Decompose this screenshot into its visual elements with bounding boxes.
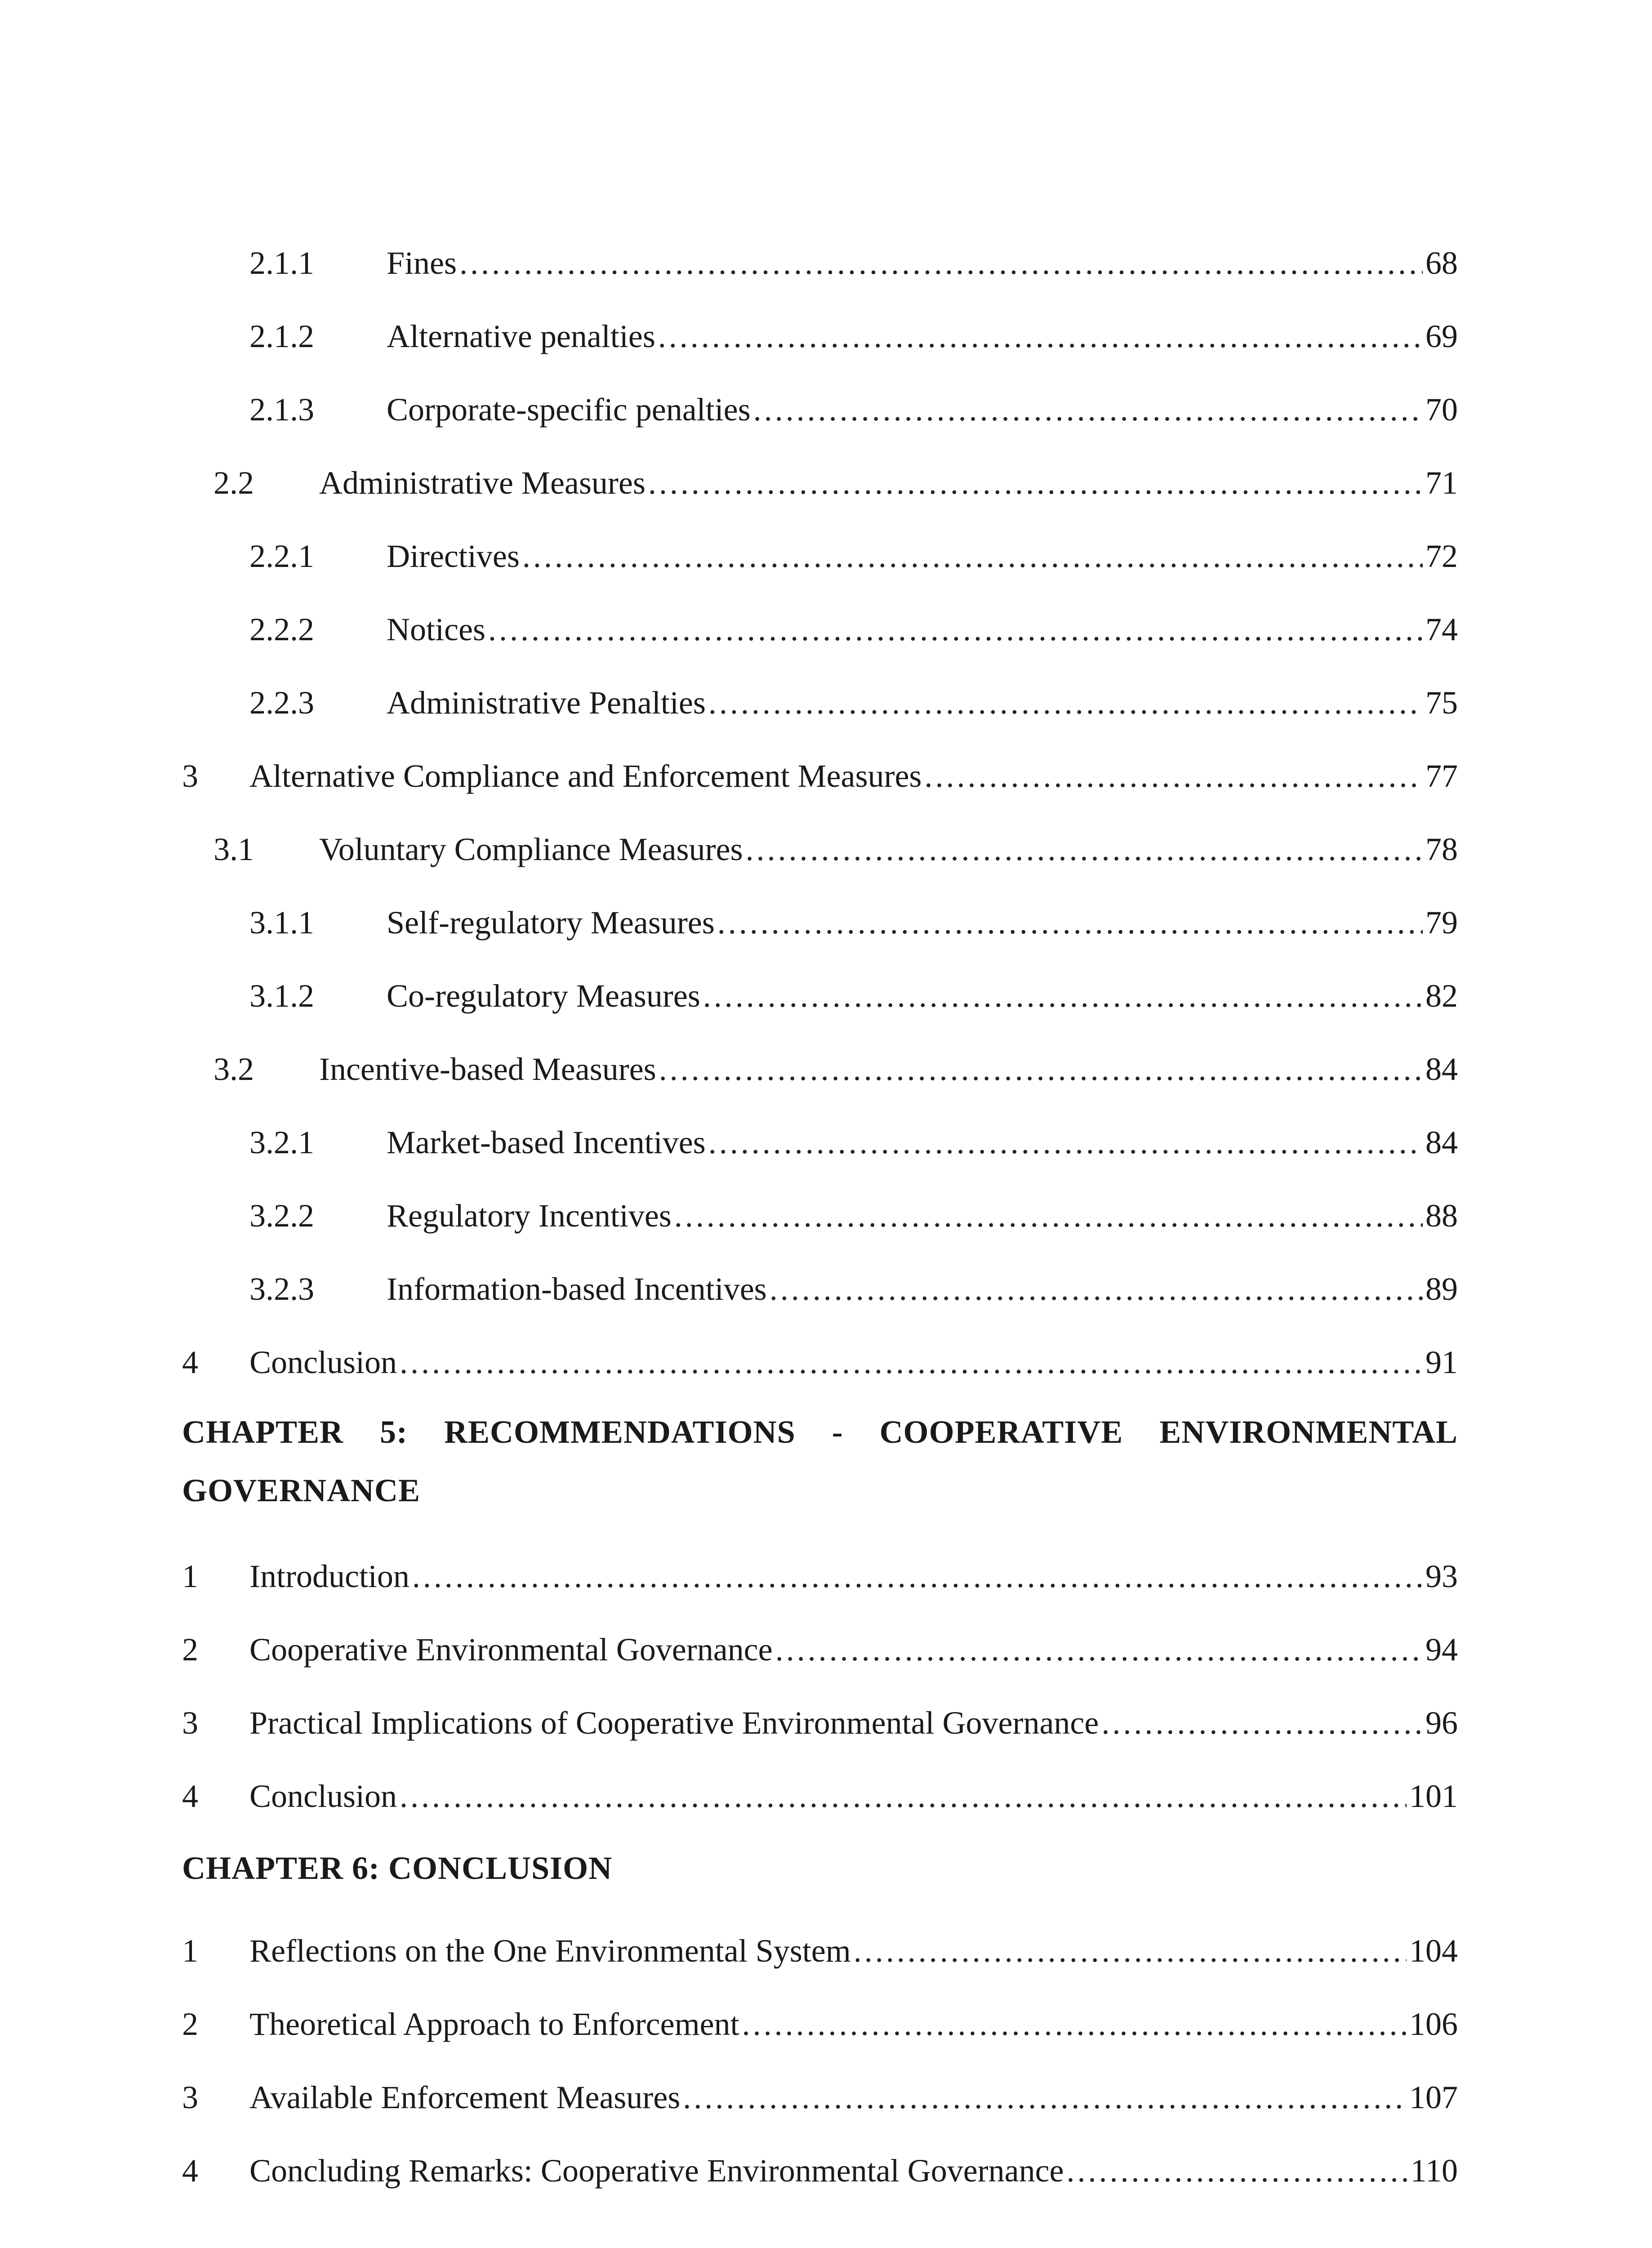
toc-entry-number: 2.2.3 xyxy=(249,685,314,721)
dot-leader xyxy=(659,1049,1423,1089)
toc-entry-number: 2 xyxy=(182,2006,198,2042)
toc-entry-page: 110 xyxy=(1410,2153,1458,2189)
toc-entry-number: 3.1.2 xyxy=(249,978,314,1014)
dot-leader xyxy=(459,243,1423,283)
dot-leader xyxy=(400,1342,1423,1383)
toc-entry-title: Alternative Compliance and Enforcement Measures xyxy=(249,758,922,794)
dot-leader xyxy=(488,609,1423,650)
toc-entry-title: Market-based Incentives xyxy=(387,1124,706,1160)
toc-entry xyxy=(249,609,1458,650)
toc-entry-page: 93 xyxy=(1425,1558,1458,1594)
toc-entry-page: 75 xyxy=(1425,685,1458,721)
toc-entry-title: Administrative Measures xyxy=(319,465,646,501)
chapter-heading-word: 5: xyxy=(380,1414,408,1450)
toc-entry xyxy=(249,902,1458,943)
toc-entry-page: 94 xyxy=(1425,1632,1458,1668)
toc-entry-page: 106 xyxy=(1409,2006,1458,2042)
toc-entry-title: Co-regulatory Measures xyxy=(387,978,700,1014)
toc-entry xyxy=(182,1776,1458,1816)
chapter-heading-line2: GOVERNANCE xyxy=(182,1472,421,1508)
toc-entry-number: 2.1.3 xyxy=(249,392,314,428)
toc-entry xyxy=(182,2150,1458,2191)
toc-entry-number: 3 xyxy=(182,758,198,794)
toc-entry xyxy=(182,2077,1458,2118)
dot-leader xyxy=(1101,1703,1423,1743)
toc-entry-page: 82 xyxy=(1425,978,1458,1014)
toc-entry xyxy=(182,1556,1458,1597)
toc-entry-title: Alternative penalties xyxy=(387,318,655,354)
toc-entry-number: 4 xyxy=(182,1344,198,1380)
toc-entry-page: 88 xyxy=(1425,1198,1458,1234)
toc-entry-title: Available Enforcement Measures xyxy=(249,2079,681,2115)
toc-entry xyxy=(249,1122,1458,1163)
toc-entry xyxy=(249,682,1458,723)
toc-entry-page: 104 xyxy=(1409,1933,1458,1969)
toc-entry-page: 72 xyxy=(1425,538,1458,574)
dot-leader xyxy=(753,389,1423,430)
toc-entry-title: Concluding Remarks: Cooperative Environmental Governance xyxy=(249,2153,1064,2189)
dot-leader xyxy=(742,2004,1407,2044)
toc-entry-title: Voluntary Compliance Measures xyxy=(319,831,743,867)
toc-entry xyxy=(182,1931,1458,1971)
toc-entry-number: 2.1.2 xyxy=(249,318,314,354)
toc-entry-page: 84 xyxy=(1425,1124,1458,1160)
toc-entry-page: 84 xyxy=(1425,1051,1458,1087)
dot-leader xyxy=(648,463,1423,503)
toc-entry-number: 3.1.1 xyxy=(249,905,314,941)
toc-entry xyxy=(249,1269,1458,1309)
dot-leader xyxy=(708,682,1423,723)
toc-entry-number: 4 xyxy=(182,1778,198,1814)
dot-leader xyxy=(775,1629,1423,1670)
dot-leader xyxy=(412,1556,1423,1597)
toc-entry xyxy=(182,756,1458,796)
toc-entry-page: 69 xyxy=(1425,318,1458,354)
toc-entry-title: Cooperative Environmental Governance xyxy=(249,1632,773,1668)
toc-entry xyxy=(249,1195,1458,1236)
toc-entry-page: 74 xyxy=(1425,611,1458,647)
toc-entry xyxy=(214,829,1458,870)
dot-leader xyxy=(683,2077,1407,2118)
toc-entry-page: 91 xyxy=(1425,1344,1458,1380)
toc-entry-title: Theoretical Approach to Enforcement xyxy=(249,2006,739,2042)
toc-entry-title: Fines xyxy=(387,245,457,281)
toc-entry-page: 70 xyxy=(1425,392,1458,428)
toc-entry-number: 3.1 xyxy=(214,831,254,867)
dot-leader xyxy=(1067,2150,1408,2191)
chapter-heading: CHAPTER 6: CONCLUSION xyxy=(182,1850,613,1886)
toc-entry-number: 2.2.2 xyxy=(249,611,314,647)
toc-entry xyxy=(182,1703,1458,1743)
toc-entry xyxy=(249,976,1458,1016)
chapter-heading-word: RECOMMENDATIONS xyxy=(444,1414,796,1450)
dot-leader xyxy=(717,902,1423,943)
dot-leader xyxy=(674,1195,1423,1236)
toc-entry-title: Introduction xyxy=(249,1558,410,1594)
dot-leader xyxy=(522,536,1423,576)
toc-entry xyxy=(249,316,1458,357)
chapter-heading-word: CHAPTER xyxy=(182,1414,344,1450)
toc-entry xyxy=(249,243,1458,283)
dot-leader xyxy=(854,1931,1407,1971)
toc-entry-title: Practical Implications of Cooperative Environmental Governance xyxy=(249,1705,1099,1741)
dot-leader xyxy=(703,976,1423,1016)
toc-entry xyxy=(214,463,1458,503)
toc-entry-title: Corporate-specific penalties xyxy=(387,392,751,428)
toc-entry-title: Conclusion xyxy=(249,1778,397,1814)
toc-entry-number: 1 xyxy=(182,1558,198,1594)
toc-entry-title: Information-based Incentives xyxy=(387,1271,767,1307)
chapter-heading xyxy=(182,1403,1458,1520)
toc-entry-page: 78 xyxy=(1425,831,1458,867)
toc-entry-page: 89 xyxy=(1425,1271,1458,1307)
dot-leader xyxy=(708,1122,1423,1163)
toc-entry-number: 2.2.1 xyxy=(249,538,314,574)
toc-entry-number: 2.1.1 xyxy=(249,245,314,281)
toc-entry-title: Conclusion xyxy=(249,1344,397,1380)
chapter-heading-word: COOPERATIVE xyxy=(879,1414,1123,1450)
toc-entry-title: Directives xyxy=(387,538,520,574)
toc-entry-title: Reflections on the One Environmental System xyxy=(249,1933,851,1969)
toc-entry-number: 3.2.3 xyxy=(249,1271,314,1307)
toc-entry xyxy=(182,1342,1458,1383)
dot-leader xyxy=(770,1269,1423,1309)
toc-entry-page: 96 xyxy=(1425,1705,1458,1741)
toc-entry-title: Administrative Penalties xyxy=(387,685,706,721)
toc-entry-number: 4 xyxy=(182,2153,198,2189)
toc-entry-title: Regulatory Incentives xyxy=(387,1198,672,1234)
dot-leader xyxy=(658,316,1423,357)
toc-entry-number: 2 xyxy=(182,1632,198,1668)
toc-entry-title: Incentive-based Measures xyxy=(319,1051,656,1087)
toc-entry-page: 71 xyxy=(1425,465,1458,501)
toc-entry-number: 3.2.1 xyxy=(249,1124,314,1160)
toc-entry-page: 101 xyxy=(1409,1778,1458,1814)
toc-entry-number: 3 xyxy=(182,2079,198,2115)
toc-entry-number: 2.2 xyxy=(214,465,254,501)
toc-entry xyxy=(182,2004,1458,2044)
toc-entry-title: Self-regulatory Measures xyxy=(387,905,715,941)
toc-entry xyxy=(249,536,1458,576)
toc-entry-page: 77 xyxy=(1425,758,1458,794)
toc-entry-number: 1 xyxy=(182,1933,198,1969)
toc-entry-number: 3.2.2 xyxy=(249,1198,314,1234)
toc-entry-page: 107 xyxy=(1409,2079,1458,2115)
toc-entry xyxy=(214,1049,1458,1089)
toc-entry-page: 79 xyxy=(1425,905,1458,941)
toc-entry-number: 3.2 xyxy=(214,1051,254,1087)
toc-entry-page: 68 xyxy=(1425,245,1458,281)
dot-leader xyxy=(924,756,1423,796)
toc-entry xyxy=(182,1629,1458,1670)
chapter-heading-word: ENVIRONMENTAL xyxy=(1159,1414,1458,1450)
dot-leader xyxy=(745,829,1423,870)
toc-entry-number: 3 xyxy=(182,1705,198,1741)
chapter-heading-word: - xyxy=(832,1414,843,1450)
dot-leader xyxy=(400,1776,1407,1816)
toc-entry-title: Notices xyxy=(387,611,485,647)
toc-entry xyxy=(249,389,1458,430)
